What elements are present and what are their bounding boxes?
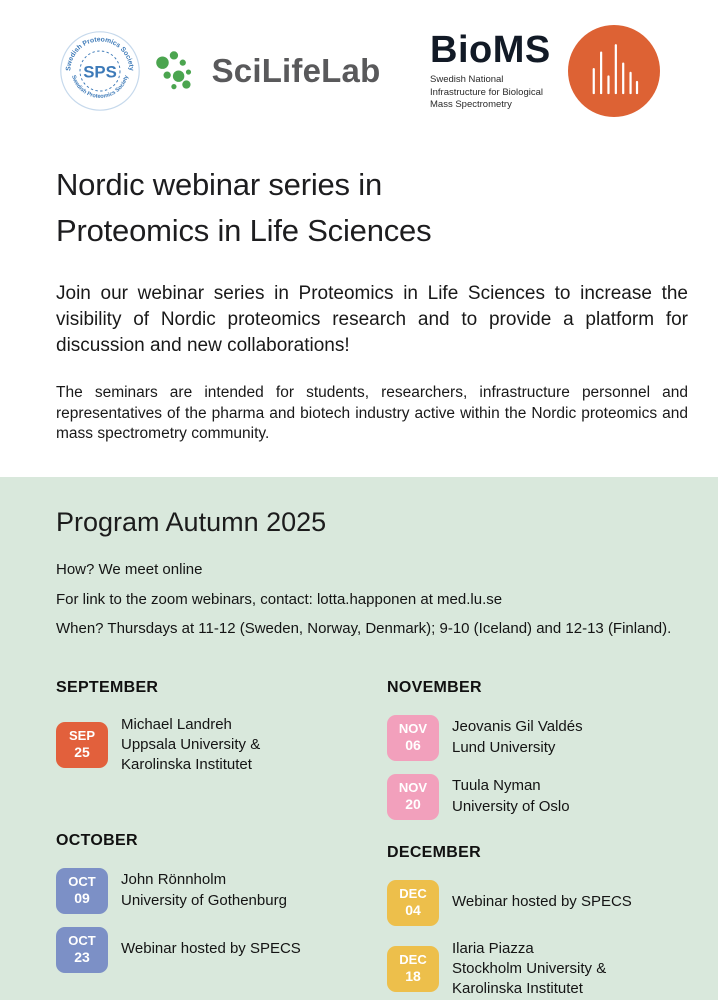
program-heading: Program Autumn 2025 xyxy=(56,507,327,537)
event-date-badge xyxy=(387,946,439,992)
event-row xyxy=(387,939,688,1000)
event-date-badge xyxy=(387,774,439,820)
bioms-text-block xyxy=(430,28,558,112)
badge-month: NOV xyxy=(398,779,428,795)
event-line: Uppsala University & xyxy=(121,735,261,753)
scilifelab-logo xyxy=(150,45,381,97)
event-line: Karolinska Institutet xyxy=(452,980,583,998)
event-date-badge xyxy=(56,868,108,914)
bioms-wordmark: BioMS xyxy=(430,28,551,71)
program-column-right xyxy=(387,679,688,1000)
bioms-spectrum-icon xyxy=(568,25,660,117)
scilifelab-dots-icon xyxy=(150,45,202,97)
logo-row xyxy=(0,0,718,118)
event-details xyxy=(452,892,632,912)
intro-detail-paragraph: The seminars are intended for students, researchers, infrastructure personnel and representatives of the pharma and biotech industry active within the Nordic proteomics and mass spectrometry community. xyxy=(56,384,688,443)
event-line: Jeovanis Gil Valdés xyxy=(452,718,583,736)
event-row xyxy=(56,927,357,973)
badge-day: 18 xyxy=(405,968,421,985)
info-when: When? Thursdays at 11-12 (Sweden, Norway, Denmark); 9-10 (Iceland) and 12-13 (Finland). xyxy=(56,620,672,637)
event-details xyxy=(452,776,570,817)
event-date-badge xyxy=(387,715,439,761)
page-title xyxy=(56,162,660,253)
info-how: How? We meet online xyxy=(56,561,203,578)
month-heading-december: DECEMBER xyxy=(387,843,481,861)
event-row xyxy=(387,774,688,820)
month-section-october xyxy=(56,832,357,973)
badge-month: DEC xyxy=(399,885,427,901)
title-line-2: Proteomics in Life Sciences xyxy=(56,212,432,248)
info-contact: For link to the zoom webinars, contact: lotta.happonen at med.lu.se xyxy=(56,590,503,608)
badge-day: 20 xyxy=(405,795,421,812)
title-line-1: Nordic webinar series in xyxy=(56,167,382,202)
event-line: Tuula Nyman xyxy=(452,777,541,795)
event-line: Stockholm University & xyxy=(452,959,607,977)
program-column-left xyxy=(56,679,357,1000)
event-details xyxy=(452,939,606,1000)
svg-text:Swedish Proteomics Society: Swedish Proteomics Society xyxy=(65,36,135,72)
event-row xyxy=(387,880,688,926)
event-date-badge xyxy=(56,927,108,973)
event-details xyxy=(121,870,287,911)
svg-text:Swedish Proteomics Society: Swedish Proteomics Society xyxy=(70,74,130,100)
event-line: Karolinska Institutet xyxy=(121,756,252,774)
event-date-badge xyxy=(387,880,439,926)
month-heading-september: SEPTEMBER xyxy=(56,678,159,696)
badge-day: 09 xyxy=(74,890,90,907)
event-row xyxy=(56,868,357,914)
event-line: University of Gothenburg xyxy=(121,891,287,909)
badge-day: 04 xyxy=(405,901,421,918)
event-line: Webinar hosted by SPECS xyxy=(452,893,632,911)
month-heading-october: OCTOBER xyxy=(56,831,138,849)
event-row xyxy=(56,715,357,776)
event-line: Lund University xyxy=(452,738,556,756)
badge-month: OCT xyxy=(68,932,96,948)
program-info xyxy=(56,560,688,639)
sps-society-icon xyxy=(60,31,140,111)
event-row xyxy=(387,715,688,761)
event-date-badge xyxy=(56,722,108,768)
month-heading-november: NOVEMBER xyxy=(387,678,482,696)
event-line: Webinar hosted by SPECS xyxy=(121,940,301,958)
event-line: Ilaria Piazza xyxy=(452,939,534,957)
bioms-subtitle: Swedish National Infrastructure for Biological Mass Spectrometry xyxy=(430,74,543,111)
event-line: John Rönnholm xyxy=(121,871,227,889)
badge-month: NOV xyxy=(398,720,428,736)
event-line: University of Oslo xyxy=(452,797,570,815)
month-section-september xyxy=(56,679,357,776)
event-details xyxy=(121,939,301,959)
program-grid xyxy=(56,679,688,1000)
scilifelab-wordmark: SciLifeLab xyxy=(211,52,381,89)
badge-month: OCT xyxy=(68,873,96,889)
intro-lead-paragraph: Join our webinar series in Proteomics in Life Sciences to increase the visibility of Nordic proteomics research and to provide a platform for discussion and new collaborations! xyxy=(56,283,688,357)
sps-logo xyxy=(60,31,140,111)
program-section xyxy=(0,477,718,1000)
badge-day: 06 xyxy=(405,736,421,753)
month-section-november xyxy=(387,679,688,820)
event-details xyxy=(452,717,583,758)
badge-month: SEP xyxy=(68,728,95,744)
event-line: Michael Landreh xyxy=(121,715,232,733)
badge-day: 23 xyxy=(74,949,90,966)
badge-day: 25 xyxy=(74,744,90,761)
event-details xyxy=(121,715,260,776)
bioms-logo xyxy=(430,25,660,117)
badge-month: DEC xyxy=(399,952,427,968)
month-section-december xyxy=(387,844,688,1000)
svg-text:SPS: SPS xyxy=(83,62,117,82)
